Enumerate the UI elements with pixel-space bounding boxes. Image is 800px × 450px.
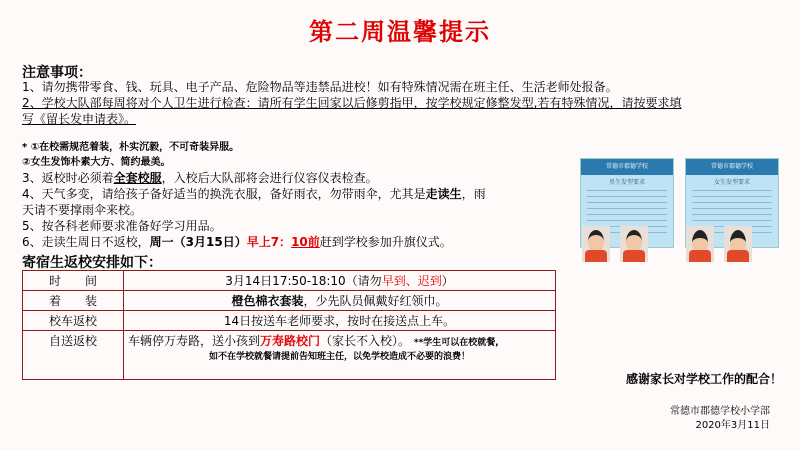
card-subtitle: 女生发型要求 (713, 179, 750, 186)
star-note-1: * ①在校需规范着装，朴实沉毅，不可奇装异服。 (22, 142, 240, 153)
page-title: 第二周温馨提示 (309, 18, 491, 46)
row-value: 橙色棉衣套装，少先队员佩戴好红领巾。 (124, 291, 556, 311)
notice-item-3: 3、返校时必须着全套校服，入校后大队部将会进行仪容仪表检查。 (22, 171, 378, 185)
row-value: 3月14日17:50-18:10（请勿早到、迟到） (124, 271, 556, 291)
row-key: 时 间 (23, 271, 124, 291)
table-row (23, 331, 556, 380)
row-value: 14日按送车老师要求，按时在接送点上车。 (124, 311, 556, 331)
notice-item-2b: 写《留长发申请表》。 (22, 112, 137, 126)
row-value: 车辆停万寿路，送小孩到万寿路校门（家长不入校）。 **学生可以在校就餐, 如不在学校就餐请提前告知班主任，以免学校造成不必要的浪费！ (124, 331, 556, 380)
table-row (23, 271, 556, 291)
school-name: 常德市郡德学校小学部 (670, 406, 770, 417)
row-key: 着 装 (23, 291, 124, 311)
notice-item-1: 1、请勿携带零食、钱、玩具、电子产品、危险物品等违禁品进校！如有特殊情况需在班主任、生活老师处报备。 (22, 80, 618, 94)
boy-photo (620, 226, 648, 262)
card-header: 常德市郡德学校 (686, 159, 778, 175)
row-key: 自送返校 (23, 331, 124, 380)
notice-item-5: 5、按各科老师要求准备好学习用品。 (22, 219, 222, 233)
schedule-heading: 寄宿生返校安排如下： (22, 255, 162, 271)
row-key: 校车返校 (23, 311, 124, 331)
girl-photo (686, 226, 714, 262)
notice-item-4b: 天请不要撑雨伞来校。 (22, 203, 143, 217)
notice-heading: 注意事项： (22, 65, 92, 81)
notice-item-6: 6、走读生周日不返校，周一（3月15日）早上7：10前赶到学校参加升旗仪式。 (22, 235, 452, 249)
star-note-2: ②女生发饰朴素大方、简约最美。 (22, 157, 171, 168)
card-subtitle: 男生发型要求 (608, 179, 645, 186)
schedule-table (22, 270, 556, 380)
table-row (23, 311, 556, 331)
card-header: 常德市郡德学校 (581, 159, 673, 175)
girl-photo (724, 226, 752, 262)
notice-item-4a: 4、天气多变，请给孩子备好适当的换洗衣服，备好雨衣，勿带雨伞，尤其是走读生，雨 (22, 187, 486, 201)
issue-date: 2020年3月11日 (695, 420, 770, 431)
table-row (23, 291, 556, 311)
notice-item-2a: 2、学校大队部每周将对个人卫生进行检查：请所有学生回家以后修剪指甲，按学校规定修整发型,若有特殊情况，请按要求填 (22, 96, 682, 110)
boy-photo (582, 226, 610, 262)
thanks-text: 感谢家长对学校工作的配合！ (625, 372, 782, 386)
